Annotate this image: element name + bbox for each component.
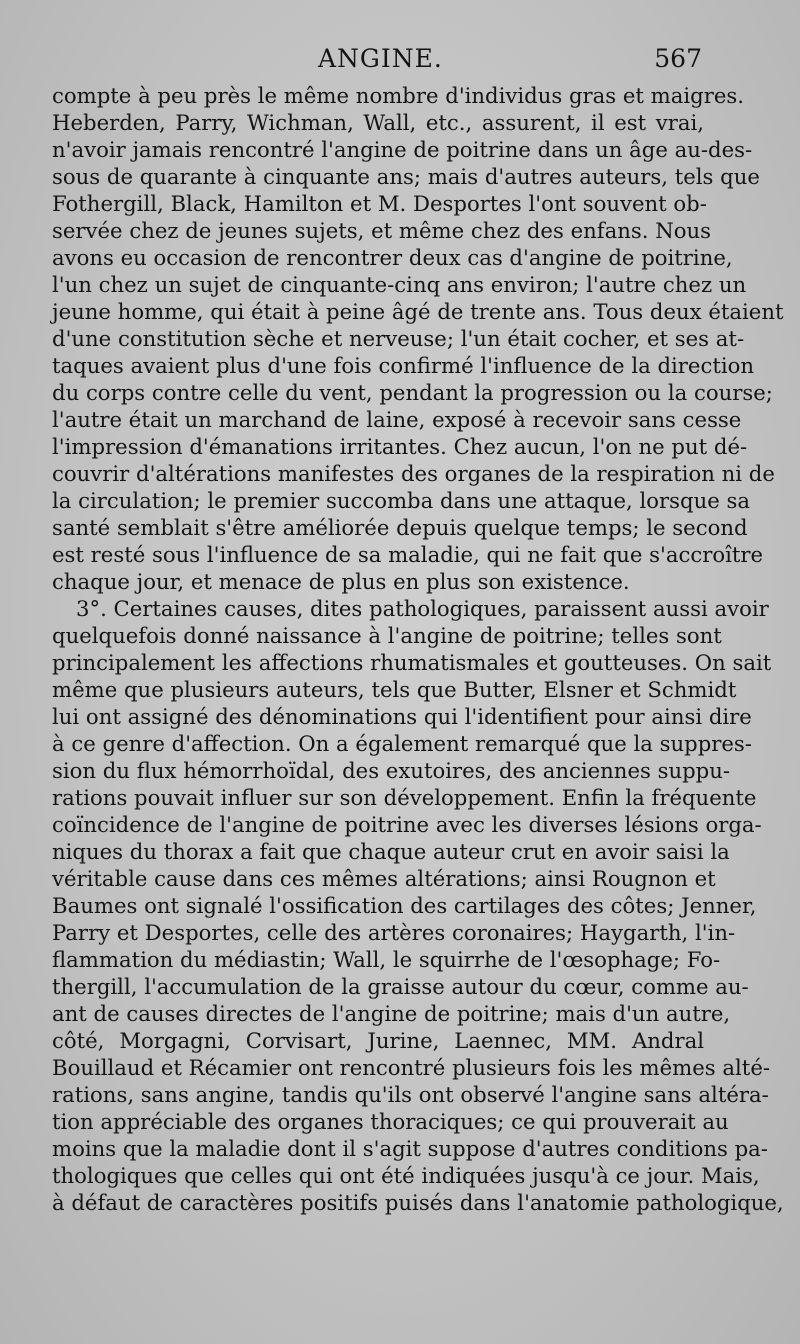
text-line: d'une constitution sèche et nerveuse; l'un était cocher, et ses at- — [52, 326, 745, 351]
running-title: ANGINE. — [318, 44, 443, 73]
text-line: chaque jour, et menace de plus en plus son existence. — [52, 569, 630, 594]
text-line: véritable cause dans ces mêmes altérations; ainsi Rougnon et — [52, 866, 716, 891]
text-line: l'impression d'émanations irritantes. Chez aucun, l'on ne put dé- — [52, 434, 748, 459]
text-line: la circulation; le premier succomba dans une attaque, lorsque sa — [52, 488, 751, 513]
body-text — [52, 82, 784, 1216]
text-line: jeune homme, qui était à peine âgé de trente ans. Tous deux étaient — [52, 299, 784, 324]
text-line: Parry et Desportes, celle des artères coronaires; Haygarth, l'in- — [52, 920, 736, 945]
text-line: ant de causes directes de l'angine de poitrine; mais d'un autre, — [52, 1001, 731, 1026]
text-line: rations pouvait influer sur son développement. Enfin la fréquente — [52, 785, 757, 810]
page-number: 567 — [654, 44, 702, 73]
text-line: 3°. Certaines causes, dites pathologiques, paraissent aussi avoir — [76, 596, 769, 621]
text-line: thergill, l'accumulation de la graisse autour du cœur, comme au- — [52, 974, 749, 999]
text-line: tion appréciable des organes thoraciques; ce qui prouverait au — [52, 1109, 729, 1134]
text-line: à ce genre d'affection. On a également remarqué que la suppres- — [52, 731, 752, 756]
text-line: couvrir d'altérations manifestes des organes de la respiration ni de — [52, 461, 775, 486]
text-line: quelquefois donné naissance à l'angine de poitrine; telles sont — [52, 623, 722, 648]
text-line: sous de quarante à cinquante ans; mais d'autres auteurs, tels que — [52, 164, 760, 189]
text-line: servée chez de jeunes sujets, et même chez des enfans. Nous — [52, 218, 712, 243]
text-line: compte à peu près le même nombre d'individus gras et maigres. — [52, 83, 745, 108]
text-line: rations, sans angine, tandis qu'ils ont observé l'angine sans altéra- — [52, 1082, 769, 1107]
text-line: principalement les affections rhumatismales et goutteuses. On sait — [52, 650, 772, 675]
text-line: n'avoir jamais rencontré l'angine de poitrine dans un âge au-des- — [52, 137, 753, 162]
text-line: coïncidence de l'angine de poitrine avec les diverses lésions orga- — [52, 812, 762, 837]
text-line: santé semblait s'être améliorée depuis quelque temps; le second — [52, 515, 748, 540]
text-line: niques du thorax a fait que chaque auteur crut en avoir saisi la — [52, 839, 730, 864]
text-line: Fothergill, Black, Hamilton et M. Desportes l'ont souvent ob- — [52, 191, 707, 216]
text-line: à défaut de caractères positifs puisés dans l'anatomie pathologique, — [52, 1190, 784, 1215]
text-line: même que plusieurs auteurs, tels que Butter, Elsner et Schmidt — [52, 677, 737, 702]
text-line: thologiques que celles qui ont été indiquées jusqu'à ce jour. Mais, — [52, 1163, 760, 1188]
text-line: Baumes ont signalé l'ossification des cartilages des côtes; Jenner, — [52, 893, 757, 918]
text-line: côté, Morgagni, Corvisart, Jurine, Laennec, MM. Andral — [52, 1028, 704, 1053]
text-line: Heberden, Parry, Wichman, Wall, etc., assurent, il est vrai, — [52, 110, 704, 135]
text-line: l'un chez un sujet de cinquante-cinq ans environ; l'autre chez un — [52, 272, 747, 297]
text-line: l'autre était un marchand de laine, exposé à recevoir sans cesse — [52, 407, 742, 432]
text-line: taques avaient plus d'une fois confirmé l'influence de la direction — [52, 353, 755, 378]
text-line: Bouillaud et Récamier ont rencontré plusieurs fois les mêmes alté- — [52, 1055, 771, 1080]
text-line: avons eu occasion de rencontrer deux cas d'angine de poitrine, — [52, 245, 733, 270]
text-line: lui ont assigné des dénominations qui l'identifient pour ainsi dire — [52, 704, 752, 729]
page-header — [0, 44, 800, 80]
text-line: moins que la maladie dont il s'agit suppose d'autres conditions pa- — [52, 1136, 768, 1161]
text-line: est resté sous l'influence de sa maladie, qui ne fait que s'accroître — [52, 542, 764, 567]
text-line: flammation du médiastin; Wall, le squirrhe de l'œsophage; Fo- — [52, 947, 721, 972]
text-line: sion du flux hémorrhoïdal, des exutoires, des anciennes suppu- — [52, 758, 731, 783]
text-line: du corps contre celle du vent, pendant la progression ou la course; — [52, 380, 773, 405]
